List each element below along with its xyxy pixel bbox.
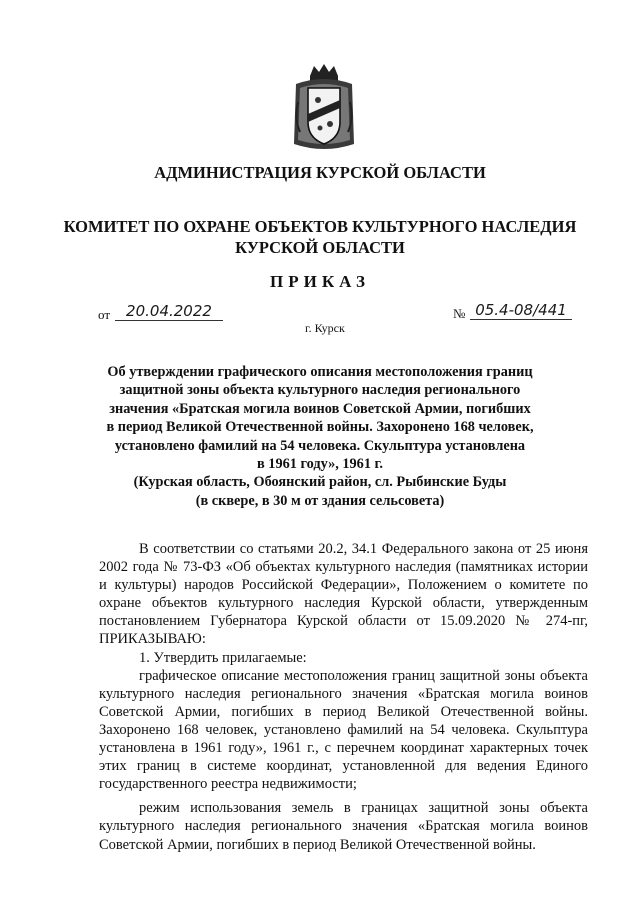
subject-line: (Курская область, Обоянский район, сл. Рыбинские Буды — [133, 474, 507, 491]
body-paragraph-graphic-description: графическое описание местоположения границ защитной зоны объекта культурного наследия регионального значения «Братская могила воинов Советской Армии, погибших в период Великой Отечественной войны. Захоронено 168 человек, установлено фамилий на 54 человека. Скульптура установлена в 1961 году», 1961 г., с перечнем координат характерных точек этих границ в системе координат, установленной для ведения Единого государственного реестра недвижимости; — [99, 667, 588, 793]
committee-title — [0, 216, 640, 258]
subject-line: Об утверждении графического описания местоположения границ — [107, 364, 533, 380]
document-subject — [100, 363, 540, 510]
subject-line: значения «Братская могила воинов Советской Армии, погибших — [109, 400, 531, 417]
date-label: от — [98, 307, 111, 322]
administration-title: АДМИНИСТРАЦИЯ КУРСКОЙ ОБЛАСТИ — [154, 163, 486, 182]
subject-line: в период Великой Отечественной войны. Захоронено 168 человек, — [106, 419, 534, 436]
subject-line: в 1961 году», 1961 г. — [257, 456, 383, 473]
document-date: 20.04.2022 — [115, 302, 223, 321]
subject-line: (в сквере, в 30 м от здания сельсовета) — [195, 492, 445, 509]
body-paragraph-item1: 1. Утвердить прилагаемые: — [139, 649, 307, 666]
committee-title-line1: КОМИТЕТ ПО ОХРАНЕ ОБЪЕКТОВ КУЛЬТУРНОГО НАСЛЕДИЯ — [63, 217, 577, 236]
document-type: ПРИКАЗ — [270, 272, 370, 291]
body-paragraph-land-use-regime: режим использования земель в границах защитной зоны объекта культурного наследия регионального значения «Братская могила воинов Советской Армии, погибших в период Великой Отечественной войны. — [99, 800, 588, 853]
document-number: 05.4-08/441 — [470, 301, 572, 320]
document-body — [99, 540, 588, 854]
subject-line: установлено фамилий на 54 человека. Скульптура установлена — [114, 437, 526, 454]
subject-line: защитной зоны объекта культурного наследия регионального — [119, 382, 521, 399]
coat-of-arms-icon — [290, 62, 358, 154]
city: г. Курск — [305, 321, 345, 335]
committee-title-line2: КУРСКОЙ ОБЛАСТИ — [235, 238, 405, 257]
body-paragraph-preamble: В соответствии со статьями 20.2, 34.1 Федерального закона от 25 июня 2002 года № 73-ФЗ «Об объектах культурного наследия (памятниках истории и культуры) народов Российской Федерации», Положением о комитете по охране объектов культурного наследия Курской области, утвержденным постановлением Губернатора Курской области от 15.09.2020 № 274-пг, ПРИКАЗЫВАЮ: — [99, 541, 588, 648]
number-label: № — [453, 306, 466, 321]
